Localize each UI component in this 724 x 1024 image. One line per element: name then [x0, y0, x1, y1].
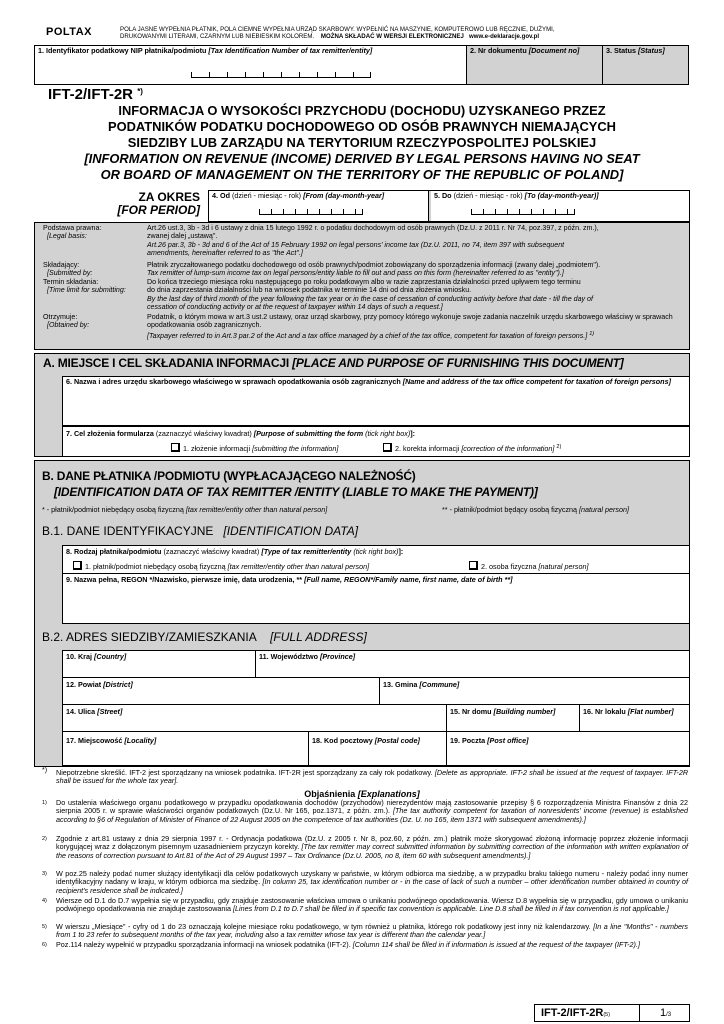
document-number-label: 2. Nr dokumentu [Document no] [470, 46, 580, 55]
remitter-type-entity[interactable]: 1. płatnik/podmiot niebędący osobą fizyczną [tax remitter/entity other than natural person] [73, 561, 369, 572]
country-field[interactable] [62, 650, 255, 678]
checkbox-entity[interactable] [73, 561, 82, 570]
legend-nonnatural-en: [tax remitter/entity other than natural person] [185, 505, 328, 514]
province-field[interactable] [255, 650, 689, 678]
form-code: IFT-2/IFT-2R *) [48, 86, 143, 103]
street-label: 14. Ulica [Street] [66, 707, 123, 716]
fill-instructions-text: DRUKOWANYMI LITERAMI, CZARNYM LUB NIEBIESKIM KOLOREM. [120, 33, 315, 41]
remitter-type-field [62, 545, 689, 574]
checkbox-submit[interactable] [171, 443, 180, 452]
remitter-type-label: 8. Rodzaj płatnika/podmiotu (zaznaczyć właściwy kwadrat) [Type of tax remitter/entity (tick right box)]: [66, 547, 404, 556]
period-from-label: 4. Od (dzień - miesiąc - rok) [From (day-month-year] [212, 191, 385, 200]
purpose-label: 7. Cel złożenia formularza (zaznaczyć właściwy kwadrat) [Purpose of submitting the form (tick right box)]: [66, 429, 416, 438]
section-a-title: A. MIEJSCE I CEL SKŁADANIA INFORMACJI [PLACE AND PURPOSE OF FURNISHING THIS DOCUMENT] [43, 356, 624, 370]
remitter-type-person[interactable]: 2. osoba fizyczna [natural person] [469, 561, 589, 572]
recipient-label: Otrzymuje: [Obtained by: [43, 313, 90, 330]
nip-field[interactable] [34, 45, 466, 85]
nip-label: 1. Identyfikator podatkowy NIP płatnika/podmiotu [Tax Identification Number of tax remitter/entity] [38, 46, 373, 55]
footer-version: (5) [603, 1012, 611, 1018]
title-pl-line3: SIEDZIBY LUB ZARZĄDU NA TERYTORIUM RZECZYPOSPOLITEJ POLSKIEJ [127, 135, 597, 150]
province-label: 11. Województwo [Province] [259, 652, 356, 661]
note-1: 1) Do ustalenia właściwego organu podatkowego w przypadku opodatkowania dochodów (przychodów) nierezydentów mają zastosowanie przepisy § 6 rozporządzenia Ministra Finansów z dnia 22 sierpnia 2005 r. w sprawie właściwości organów podatkowych (Dz.U. Nr 165, poz.1371, z późn. zm.). [The tax authority competent for taxation of nonresidents' income (revenue) is established according to §6 of Regulation of Minister of Finance of 22 August 2005 on the competence of tax authorities (Dz. U. no 165, item 1371 with subsequent amendments).] [42, 798, 688, 824]
star-note: *) Niepotrzebne skreślić. IFT-2 jest sporządzany na wniosek podatnika. IFT-2R jest sporządzany za cały rok podatkowy. [Delete as appropriate. IFT-2 shall be issued at the request of taxpayer. IFT-2R shall be issued for the whole tax year]. [42, 767, 689, 786]
title-en-line2: OR BOARD OF MANAGEMENT ON THE TERRITORY OF THE REPUBLIC OF POLAND] [100, 167, 624, 182]
title-pl-line2: PODATNIKÓW PODATKU DOCHODOWEGO OD OSÓB PRAWNYCH NIEMAJĄCYCH [108, 119, 616, 134]
commune-field[interactable] [379, 677, 689, 705]
full-name-label: 9. Nazwa pełna, REGON */Nazwisko, pierwsze imię, data urodzenia, ** [Full name, REGON*/Family name, first name, date of birth **] [66, 575, 513, 584]
purpose-option-submit[interactable]: 1. złożenie informacji [submitting the information] [171, 443, 338, 454]
period-label-pl: ZA OKRES [138, 190, 200, 204]
country-label: 10. Kraj [Country] [66, 652, 127, 661]
basis-text: Art.26 ust.3, 3b - 3d i 6 ustawy z dnia 15 lutego 1992 r. o podatku dochodowym od osób prawnych (Dz.U. z 2011 r. Nr 74, poz.397, z późn. zm.), zwanej dalej „ustawą". Art.26 par.3, 3b - 3d and 6 of the Act of 15 February 1992 on legal persons' income tax (Dz.U. 2011, no 74, item 397 with subsequent amendments, hereinafter referred to as "the Act".] [147, 224, 599, 258]
note-5: 5) W wierszu „Miesiące" - cyfry od 1 do 23 oznaczają kolejne miesiące roku podatkowego, w tym również u płatnika, którego rok podatkowy jest inny niż kalendarzowy. [In a line "Months" - numbers from 1 to 23 refer to subsequent months of the tax year, including also a tax remitter whose tax year is different than the calendar year.] [42, 922, 688, 940]
deadline-label: Termin składania: [Time limit for submitting: [43, 278, 126, 295]
fill-instructions-line1: POLA JASNE WYPEŁNIA PŁATNIK, POLA CIEMNE WYPEŁNIA URZĄD SKARBOWY. WYPEŁNIĆ NA MASZYNIE, KOMPUTEROWO LUB RĘCZNIE, DUŻYMI, [120, 26, 555, 33]
note-3: 3) W poz.25 należy podać numer służący identyfikacji dla celów podatkowych uzyskany w państwie, w którym odbiorca ma siedzibę, a w przypadku braku takiego numeru - należy podać inny numer identyfikacyjny nadany w kraju, w którym odbiorca ma siedzibę. [In column 25, tax identification number or - in the case of lack of such a number – other identification number obtained in country of recipient's residence shall be indicated.] [42, 869, 689, 895]
post-office-label: 19. Poczta [Post office] [450, 736, 529, 745]
purpose-field [62, 426, 689, 456]
nip-digit-ticks [191, 73, 371, 78]
section-b-legend [42, 505, 682, 514]
document-number-field [466, 45, 602, 85]
poltax-logo: POLTAX [46, 26, 92, 38]
full-name-field[interactable] [62, 574, 689, 624]
section-b-title-en: [IDENTIFICATION DATA OF TAX REMITTER /ENTITY (LIABLE TO MAKE THE PAYMENT)] [54, 485, 538, 499]
district-label: 12. Powiat [District] [66, 680, 133, 689]
post-office-field[interactable] [446, 731, 689, 766]
period-from-field[interactable] [209, 191, 429, 221]
checkbox-person[interactable] [469, 561, 478, 570]
locality-field[interactable] [62, 731, 308, 766]
flat-number-label: 16. Nr lokalu [Flat number] [583, 707, 674, 716]
tax-office-field[interactable] [62, 376, 689, 426]
footer-page-box [639, 1004, 690, 1022]
basis-label: Podstawa prawna: [Legal basis: [43, 224, 102, 241]
e-deklaracje-link[interactable]: www.e-deklaracje.gov.pl [468, 33, 540, 41]
commune-label: 13. Gmina [Commune] [383, 680, 460, 689]
note-6: 6) Poz.114 należy wypełnić w przypadku sporządzania informacji na wniosek podatnika (IFT-2). [Column 114 shall be filled in if information is issued at the request of the taxpayer (IFT-2).] [42, 940, 640, 949]
form-code-note: *) [137, 87, 143, 96]
building-number-field[interactable] [446, 704, 579, 732]
fill-instructions-line2 [120, 33, 690, 40]
flat-number-field[interactable] [579, 704, 689, 732]
explanations-heading: Objaśnienia [Explanations] [304, 789, 420, 799]
status-field [602, 45, 689, 85]
legal-info-box [34, 222, 690, 350]
status-label: 3. Status [Status] [606, 46, 665, 55]
period-from-ticks [259, 210, 363, 215]
postal-code-field[interactable] [308, 731, 446, 766]
street-field[interactable] [62, 704, 446, 732]
section-b-title-pl: B. DANE PŁATNIKA /PODMIOTU (WYPŁACAJĄCEGO NALEŻNOŚĆ) [42, 469, 416, 483]
submitter-text: Płatnik zryczałtowanego podatku dochodowego od osób prawnych/podmiot zobowiązany do sporządzenia informacji (zwany dalej „podmiotem"). Tax remitter of lump-sum income tax on legal persons/entity liable to fill out and pass on this form (hereinafter referred to as "entity").] [147, 261, 601, 278]
b1-title: B.1. DANE IDENTYFIKACYJNE [IDENTIFICATION DATA] [42, 524, 359, 538]
legend-nonnatural: * - płatnik/podmiot niebędący osobą fizyczną [42, 505, 184, 514]
form-title [34, 103, 690, 183]
note-4: 4) Wiersze od D.1 do D.7 wypełnia się w przypadku, gdy znajduje zastosowanie właściwa umowa o unikaniu podwójnego opodatkowania. Wiersz D.8 wypełnia się w przypadku, gdy umowa o unikaniu podwójnego opodatkowania nie znajduje zastosowania [Lines from D.1 to D.7 shall be filled in if specific tax convention is applicable. Line D.8 shall be filled in if tax convention is not applicable.] [42, 896, 688, 914]
checkbox-correct[interactable] [383, 443, 392, 452]
period-to-ticks [471, 210, 575, 215]
purpose-option-correct[interactable]: 2. korekta informacji [correction of the information] $^{2)}$ [383, 443, 561, 454]
period-label [100, 191, 200, 217]
title-en-line1: [INFORMATION ON REVENUE (INCOME) DERIVED BY LEGAL PERSONS HAVING NO SEAT [84, 151, 640, 166]
fill-instructions [120, 26, 690, 40]
period-to-label: 5. Do (dzień - miesiąc - rok) [To (day-month-year)] [434, 191, 599, 200]
locality-label: 17. Miejscowość [Locality] [66, 736, 157, 745]
footer-page-total: /3 [666, 1012, 672, 1018]
note-2: 2) Zgodnie z art.81 ustawy z dnia 29 sierpnia 1997 r. - Ordynacja podatkowa (Dz.U. z 2005 r. Nr 8, poz.60, z późn. zm.) płatnik może skorygować złożoną informację poprzez złożenie informacji korygującej wraz z dołączonym pisemnym uzasadnieniem przyczyn korekty. [The tax remitter may correct submitted information by submitting correction of the information with written explanation of the reasons of correction pursuant to Art.81 of the Act of 29 August 1997 – Tax Ordinance (Dz.U. 2005, no 8, item 60 with subsequent amendments).] [42, 834, 689, 860]
legend-natural: ** - płatnik/podmiot będący osobą fizyczną [natural person] [442, 505, 629, 514]
building-number-label: 15. Nr domu [Building number] [450, 707, 556, 716]
b2-title: B.2. ADRES SIEDZIBY/ZAMIESZKANIA [FULL ADDRESS] [42, 630, 367, 644]
section-b-title [42, 468, 538, 500]
footer-page-number: 1/3 [660, 1007, 672, 1019]
deadline-text: Do końca trzeciego miesiąca roku następującego po roku podatkowym albo w razie zaprzestania działalności przed upływem tego terminu do dnia zaprzestania działalności lub na wniosek podatnika w terminie 14 dni od dnia złożenia wniosku. By the last day of third month of the year following the tax year or in the case of cessation of conducting activity before that date - till the day of cessation of conducting activity or at the request of taxpayer within 14 days of such a request.] [147, 278, 593, 312]
district-field[interactable] [62, 677, 379, 705]
electronic-notice: MOŻNA SKŁADAĆ W WERSJI ELEKTRONICZNEJ [320, 33, 464, 41]
tax-office-label: 6. Nazwa i adres urzędu skarbowego właściwego w sprawach opodatkowania osób zagranicznych [Name and address of the tax office competent for taxation of foreign persons] [66, 377, 671, 386]
footer-form-code-box [534, 1004, 640, 1022]
star-note-mark: *) [42, 767, 48, 774]
recipient-text: Podatnik, o którym mowa w art.3 ust.2 ustawy, oraz urząd skarbowy, przy pomocy którego wykonuje swoje zadania naczelnik urzędu skarbowego właściwy w sprawach opodatkowania osób zagranicznych. [Taxpayer referred to in Art.3 par.2 of the Act and a tax office managed by a chief of the tax office, competent for taxation of foreign persons.] $^{1)}$ [147, 313, 673, 340]
footer-form-code: IFT-2/IFT-2R(5) [541, 1007, 611, 1019]
title-pl-line1: INFORMACJA O WYSOKOŚCI PRZYCHODU (DOCHODU) UZYSKANEGO PRZEZ [118, 103, 606, 118]
submitter-label: Składający: [Submitted by: [43, 261, 93, 278]
period-label-en: [FOR PERIOD] [117, 203, 200, 217]
postal-code-label: 18. Kod pocztowy [Postal code] [312, 736, 420, 745]
period-to-field[interactable] [431, 191, 689, 221]
